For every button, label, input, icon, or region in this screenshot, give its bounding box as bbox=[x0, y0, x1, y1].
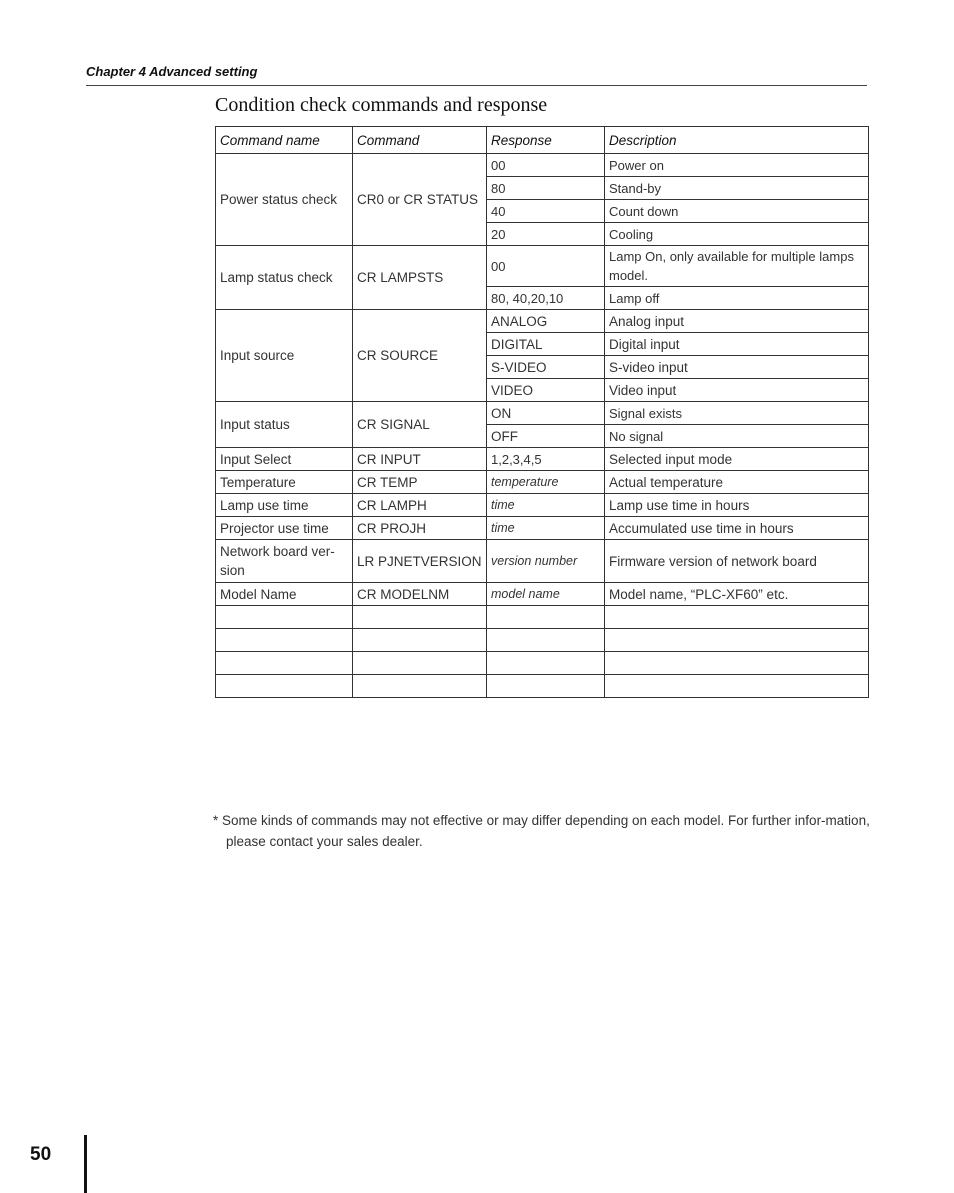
response-cell: OFF bbox=[487, 425, 605, 448]
response-cell: temperature bbox=[487, 471, 605, 494]
response-cell: S-VIDEO bbox=[487, 356, 605, 379]
table-row bbox=[216, 517, 869, 540]
response-cell: 80 bbox=[487, 177, 605, 200]
description-cell: Video input bbox=[605, 379, 869, 402]
condition-check-table bbox=[215, 126, 869, 698]
table-row bbox=[216, 471, 869, 494]
command-name-cell: Network board ver-sion bbox=[216, 540, 353, 583]
command-name-cell: Model Name bbox=[216, 583, 353, 606]
response-cell: ANALOG bbox=[487, 310, 605, 333]
command-name-cell: Lamp use time bbox=[216, 494, 353, 517]
table-row bbox=[216, 154, 869, 177]
command-name-cell: Lamp status check bbox=[216, 246, 353, 310]
description-cell: Stand-by bbox=[605, 177, 869, 200]
description-cell: Power on bbox=[605, 154, 869, 177]
command-cell: CR INPUT bbox=[353, 448, 487, 471]
table-row bbox=[216, 494, 869, 517]
description-cell: Analog input bbox=[605, 310, 869, 333]
description-cell: Accumulated use time in hours bbox=[605, 517, 869, 540]
command-name-cell: Power status check bbox=[216, 154, 353, 246]
empty-table-row bbox=[216, 629, 869, 652]
description-cell: Lamp use time in hours bbox=[605, 494, 869, 517]
table-row bbox=[216, 310, 869, 333]
page-edge-bar bbox=[84, 1135, 87, 1193]
response-cell: 20 bbox=[487, 223, 605, 246]
table-row bbox=[216, 402, 869, 425]
command-name-cell: Input Select bbox=[216, 448, 353, 471]
description-cell: Selected input mode bbox=[605, 448, 869, 471]
command-cell: CR LAMPSTS bbox=[353, 246, 487, 310]
table-header-row bbox=[216, 127, 869, 154]
column-header-response: Response bbox=[487, 127, 605, 154]
command-cell: CR SIGNAL bbox=[353, 402, 487, 448]
response-cell: 1,2,3,4,5 bbox=[487, 448, 605, 471]
table-row bbox=[216, 448, 869, 471]
command-cell: CR SOURCE bbox=[353, 310, 487, 402]
description-cell: No signal bbox=[605, 425, 869, 448]
description-cell: Cooling bbox=[605, 223, 869, 246]
response-cell: VIDEO bbox=[487, 379, 605, 402]
footnote: * Some kinds of commands may not effective or may differ depending on each model. For further infor-mation, please contact your sales dealer. bbox=[213, 813, 870, 849]
response-cell: DIGITAL bbox=[487, 333, 605, 356]
section-title: Condition check commands and response bbox=[215, 94, 548, 116]
description-cell: Lamp off bbox=[605, 287, 869, 310]
page-number: 50 bbox=[30, 1144, 52, 1165]
response-cell: 80, 40,20,10 bbox=[487, 287, 605, 310]
response-cell: version number bbox=[487, 540, 605, 583]
response-cell: time bbox=[487, 517, 605, 540]
response-cell: model name bbox=[487, 583, 605, 606]
command-name-cell: Temperature bbox=[216, 471, 353, 494]
command-cell: CR MODELNM bbox=[353, 583, 487, 606]
description-cell: Digital input bbox=[605, 333, 869, 356]
command-name-cell: Projector use time bbox=[216, 517, 353, 540]
description-cell: Model name, “PLC-XF60” etc. bbox=[605, 583, 869, 606]
description-cell: S-video input bbox=[605, 356, 869, 379]
description-cell: Actual temperature bbox=[605, 471, 869, 494]
description-cell: Signal exists bbox=[605, 402, 869, 425]
empty-table-row bbox=[216, 652, 869, 675]
description-cell: Firmware version of network board bbox=[605, 540, 869, 583]
table-row bbox=[216, 583, 869, 606]
response-cell: 40 bbox=[487, 200, 605, 223]
column-header-description: Description bbox=[605, 127, 869, 154]
column-header-command: Command bbox=[353, 127, 487, 154]
command-cell: CR LAMPH bbox=[353, 494, 487, 517]
empty-table-row bbox=[216, 675, 869, 698]
table-row bbox=[216, 246, 869, 287]
command-cell: CR PROJH bbox=[353, 517, 487, 540]
empty-table-row bbox=[216, 606, 869, 629]
command-name-cell: Input source bbox=[216, 310, 353, 402]
response-cell: ON bbox=[487, 402, 605, 425]
response-cell: time bbox=[487, 494, 605, 517]
command-name-cell: Input status bbox=[216, 402, 353, 448]
response-cell: 00 bbox=[487, 154, 605, 177]
description-cell: Count down bbox=[605, 200, 869, 223]
header-divider bbox=[86, 85, 867, 86]
command-cell: CR0 or CR STATUS bbox=[353, 154, 487, 246]
table-row bbox=[216, 540, 869, 583]
description-cell: Lamp On, only available for multiple lamps model. bbox=[605, 246, 869, 287]
response-cell: 00 bbox=[487, 246, 605, 287]
column-header-command-name: Command name bbox=[216, 127, 353, 154]
chapter-heading: Chapter 4 Advanced setting bbox=[86, 64, 258, 79]
command-cell: CR TEMP bbox=[353, 471, 487, 494]
command-cell: LR PJNETVERSION bbox=[353, 540, 487, 583]
